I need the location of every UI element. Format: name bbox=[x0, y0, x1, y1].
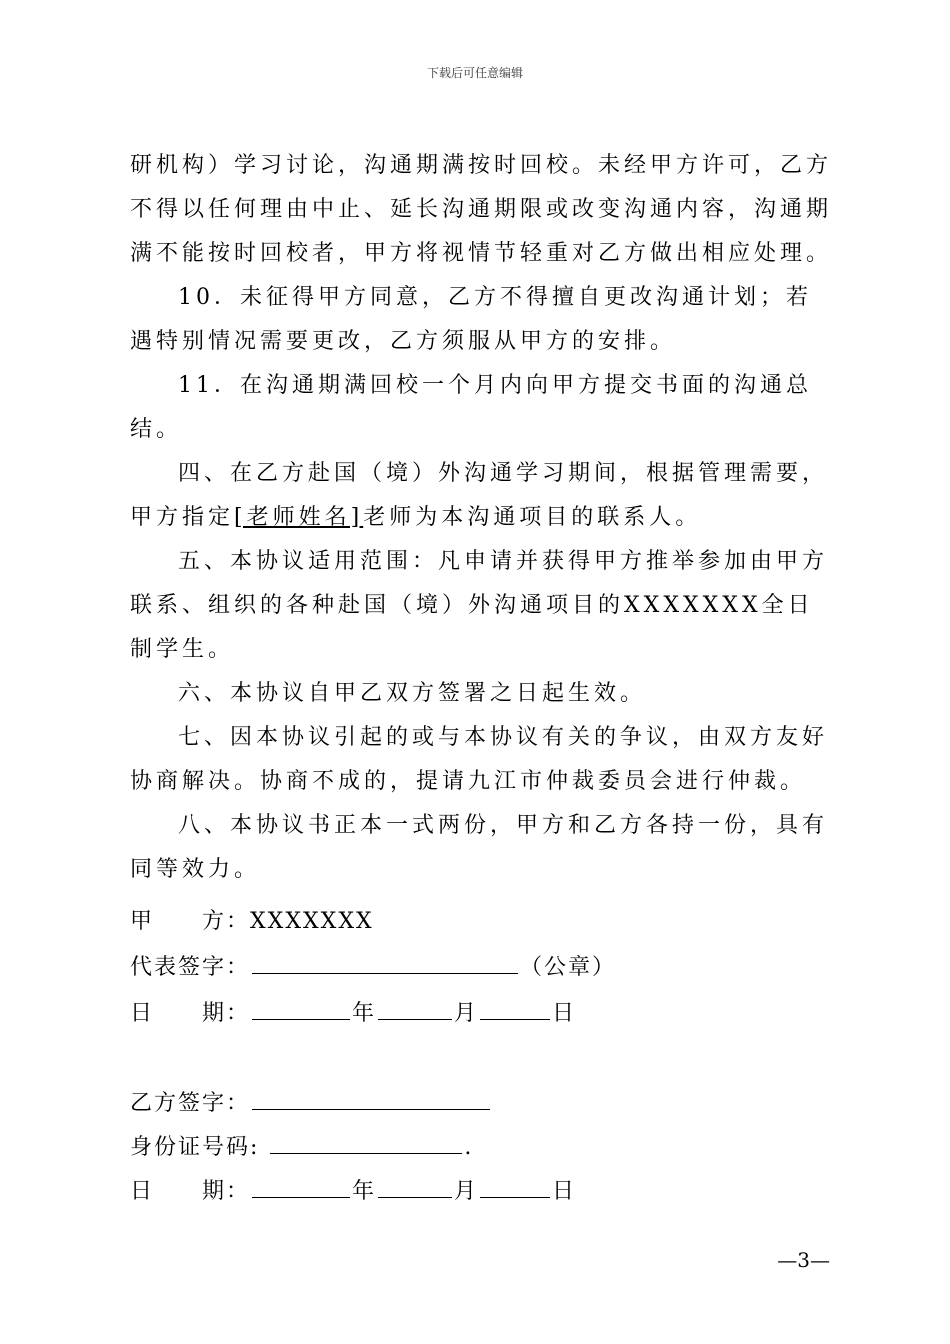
month-label: 月 bbox=[454, 1001, 479, 1026]
party-b-month-line[interactable] bbox=[378, 1175, 452, 1198]
party-a-name-row bbox=[130, 904, 374, 935]
paragraph-section-8: 八、本协议书正本一式两份，甲方和乙方各持一份，具有同等效力。 bbox=[130, 813, 829, 882]
paragraph-section-4 bbox=[130, 452, 832, 540]
party-b-date-row bbox=[130, 1174, 576, 1205]
year-label: 年 bbox=[352, 1001, 377, 1026]
party-b-sign-label: 乙方签字： bbox=[130, 1091, 251, 1116]
party-a-day-line[interactable] bbox=[480, 997, 550, 1020]
party-b-year-line[interactable] bbox=[252, 1175, 350, 1198]
party-a-signature-line[interactable] bbox=[252, 951, 518, 974]
section-4-text-end: 老师为本沟通项目的联系人。 bbox=[363, 505, 702, 530]
party-a-date-row bbox=[130, 996, 576, 1027]
party-b-id-row bbox=[130, 1130, 473, 1161]
page-number: —3— bbox=[777, 1248, 830, 1272]
section-4-text-start: 四、在乙方赴国（境）外沟通学习期间，根据管理需要，甲方指定 bbox=[130, 461, 829, 530]
paragraph-section-7: 七、因本协议引起的或与本协议有关的争议，由双方友好协商解决。协商不成的，提请九江市仲裁委员会进行仲裁。 bbox=[130, 725, 829, 794]
party-a-year-line[interactable] bbox=[252, 997, 350, 1020]
party-a-label: 甲 方： bbox=[130, 909, 251, 934]
party-a-name: XXXXXXX bbox=[250, 909, 374, 934]
party-a-date-label: 日 期： bbox=[130, 1001, 251, 1026]
paragraph-item-11: 11．在沟通期满回校一个月内向甲方提交书面的沟通总结。 bbox=[130, 373, 812, 442]
party-a-sign-label: 代表签字： bbox=[130, 955, 251, 980]
party-b-signature-line[interactable] bbox=[252, 1087, 490, 1110]
day-label: 日 bbox=[552, 1001, 577, 1026]
party-b-sign-row bbox=[130, 1086, 492, 1117]
party-a-sign-row bbox=[130, 950, 616, 981]
year-label: 年 bbox=[352, 1179, 377, 1204]
paragraph-section-6: 六、本协议自甲乙双方签署之日起生效。 bbox=[178, 681, 647, 706]
page-header: 下载后可任意编辑 bbox=[426, 66, 523, 80]
paragraph-item-10: 10．未征得甲方同意，乙方不得擅自更改沟通计划；若遇特别情况需要更改，乙方须服从甲方的安排。 bbox=[130, 285, 812, 354]
paragraph-section-5: 五、本协议适用范围：凡申请并获得甲方推举参加由甲方联系、组织的各种赴国（境）外沟通项目的XXXXXXX全日制学生。 bbox=[130, 549, 829, 662]
id-number-label: 身份证号码: bbox=[130, 1135, 260, 1160]
paragraph-continuation: 研机构）学习讨论，沟通期满按时回校。未经甲方许可，乙方不得以任何理由中止、延长沟通期限或改变沟通内容，沟通期满不能按时回校者，甲方将视情节轻重对乙方做出相应处理。 bbox=[130, 153, 833, 266]
id-line-end: . bbox=[464, 1135, 474, 1160]
day-label: 日 bbox=[552, 1179, 577, 1204]
teacher-name-placeholder: [老师姓名] bbox=[234, 505, 364, 530]
month-label: 月 bbox=[454, 1179, 479, 1204]
party-b-date-label: 日 期： bbox=[130, 1179, 251, 1204]
party-b-day-line[interactable] bbox=[480, 1175, 550, 1198]
id-number-line[interactable] bbox=[270, 1131, 462, 1154]
party-a-month-line[interactable] bbox=[378, 997, 452, 1020]
seal-label: （公章） bbox=[520, 955, 617, 980]
document-body bbox=[130, 144, 832, 892]
